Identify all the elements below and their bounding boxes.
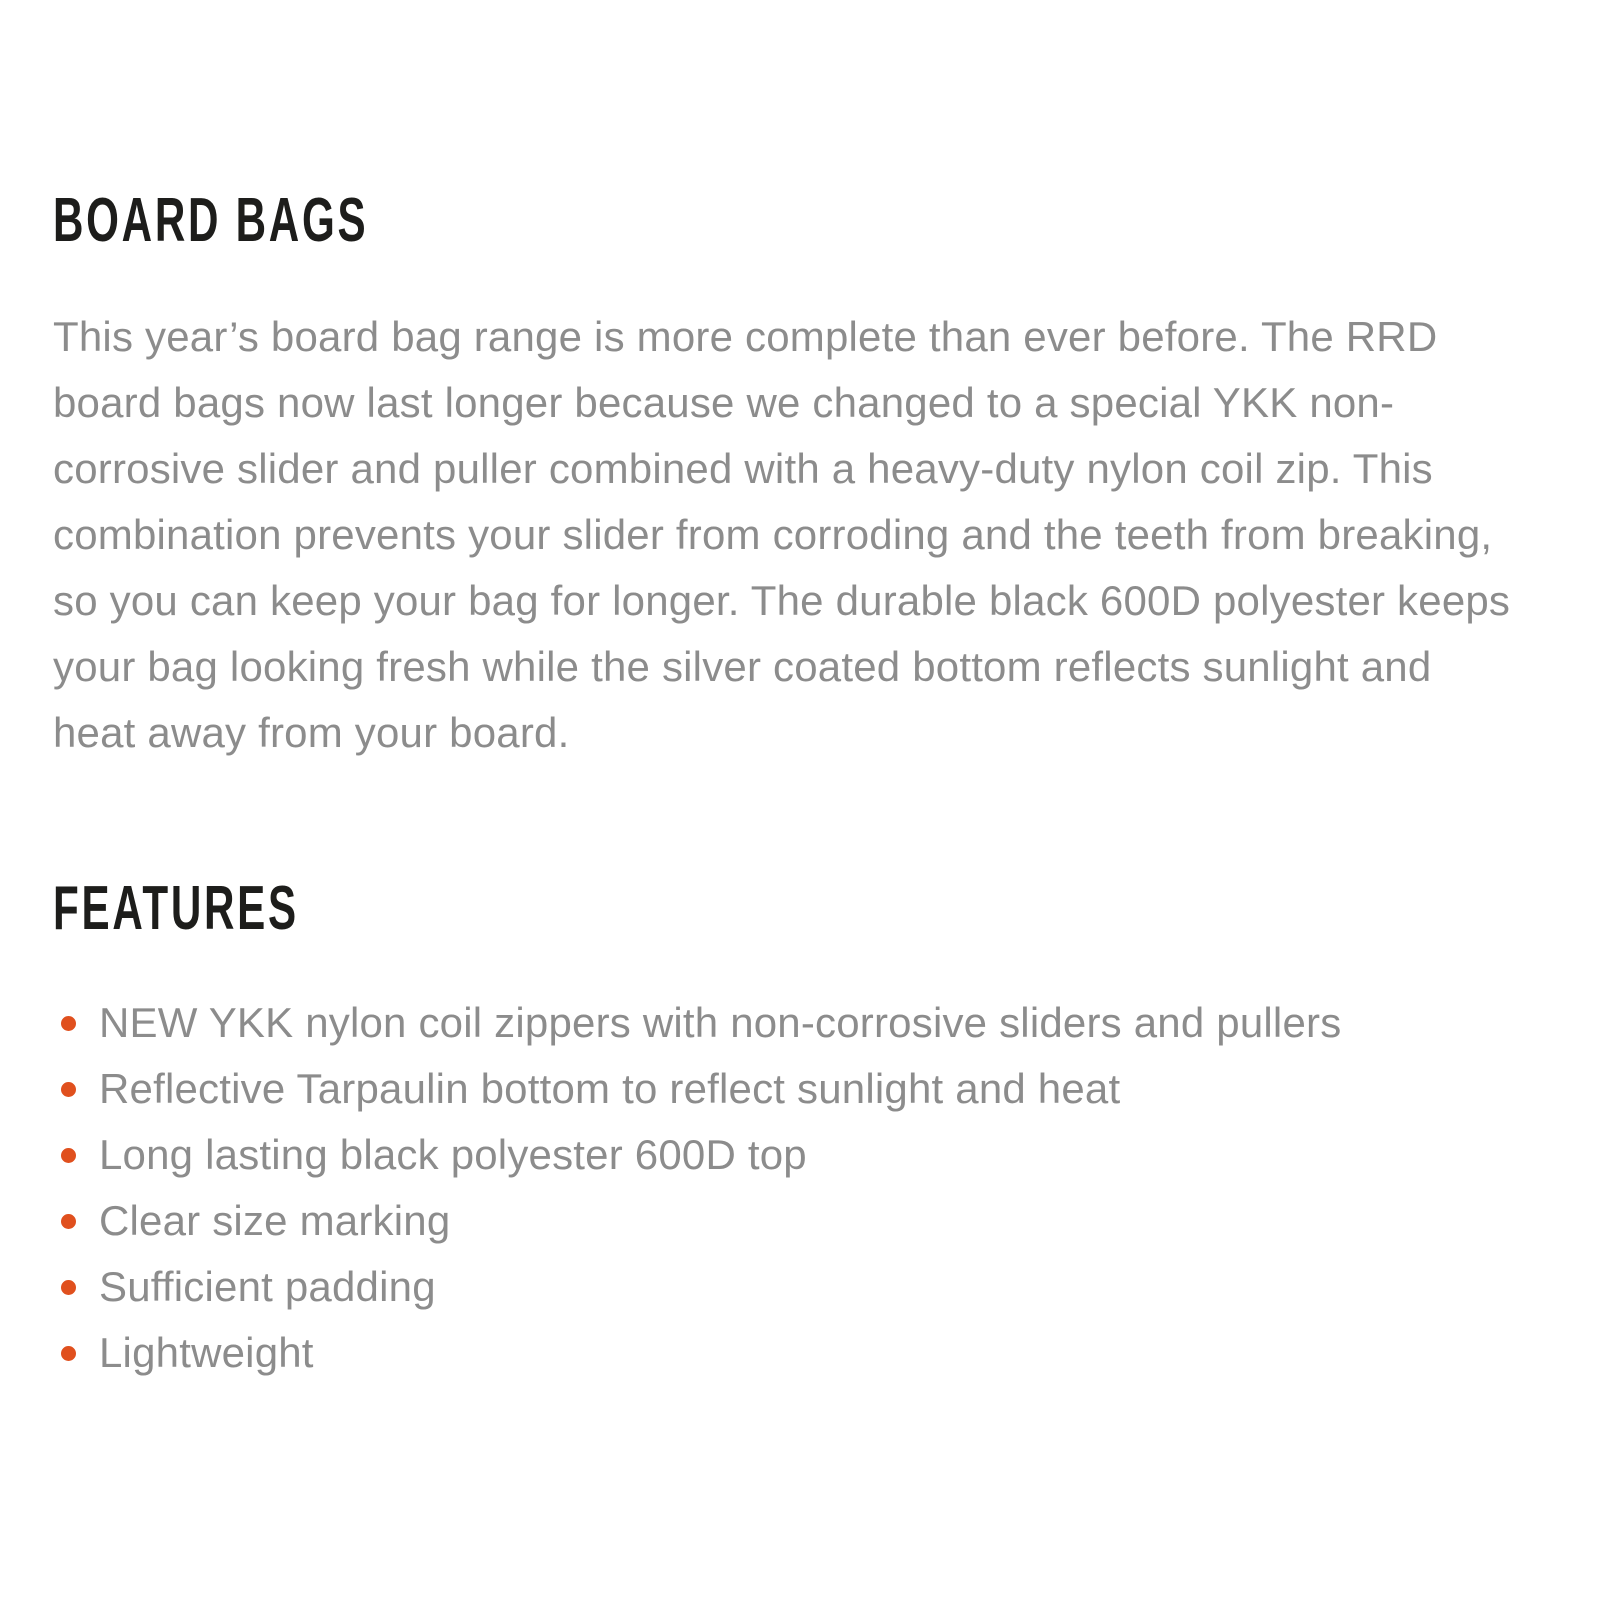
list-item bbox=[61, 1056, 1525, 1122]
list-item bbox=[61, 1254, 1525, 1320]
features-list bbox=[53, 990, 1525, 1386]
feature-text: Clear size marking bbox=[99, 1197, 451, 1244]
bullet-icon bbox=[61, 1346, 76, 1361]
board-bags-description: This year’s board bag range is more complete than ever before. The RRD board bags now last longer because we changed to a special YKK non-corrosive slider and puller combined with a heavy-duty nylon coil zip. This combination prevents your slider from corroding and the teeth from breaking, so you can keep your bag for longer. The durable black 600D polyester keeps your bag looking fresh while the silver coated bottom reflects sunlight and heat away from your board. bbox=[53, 313, 1511, 756]
feature-text: Long lasting black polyester 600D top bbox=[99, 1131, 807, 1178]
bullet-icon bbox=[61, 1016, 76, 1031]
list-item bbox=[61, 1320, 1525, 1386]
list-item bbox=[61, 1188, 1525, 1254]
features-heading-text: FEATURES bbox=[53, 874, 299, 943]
feature-text: Reflective Tarpaulin bottom to reflect sunlight and heat bbox=[99, 1065, 1121, 1112]
board-bags-heading-text: BOARD BAGS bbox=[53, 186, 369, 255]
feature-text: NEW YKK nylon coil zippers with non-corrosive sliders and pullers bbox=[99, 999, 1342, 1046]
bullet-icon bbox=[61, 1280, 76, 1295]
features-heading bbox=[53, 874, 1525, 943]
board-bags-heading bbox=[53, 186, 1525, 255]
feature-text: Lightweight bbox=[99, 1329, 314, 1376]
bullet-icon bbox=[61, 1148, 76, 1163]
bullet-icon bbox=[61, 1082, 76, 1097]
feature-text: Sufficient padding bbox=[99, 1263, 436, 1310]
list-item bbox=[61, 1122, 1525, 1188]
list-item bbox=[61, 990, 1525, 1056]
bullet-icon bbox=[61, 1214, 76, 1229]
